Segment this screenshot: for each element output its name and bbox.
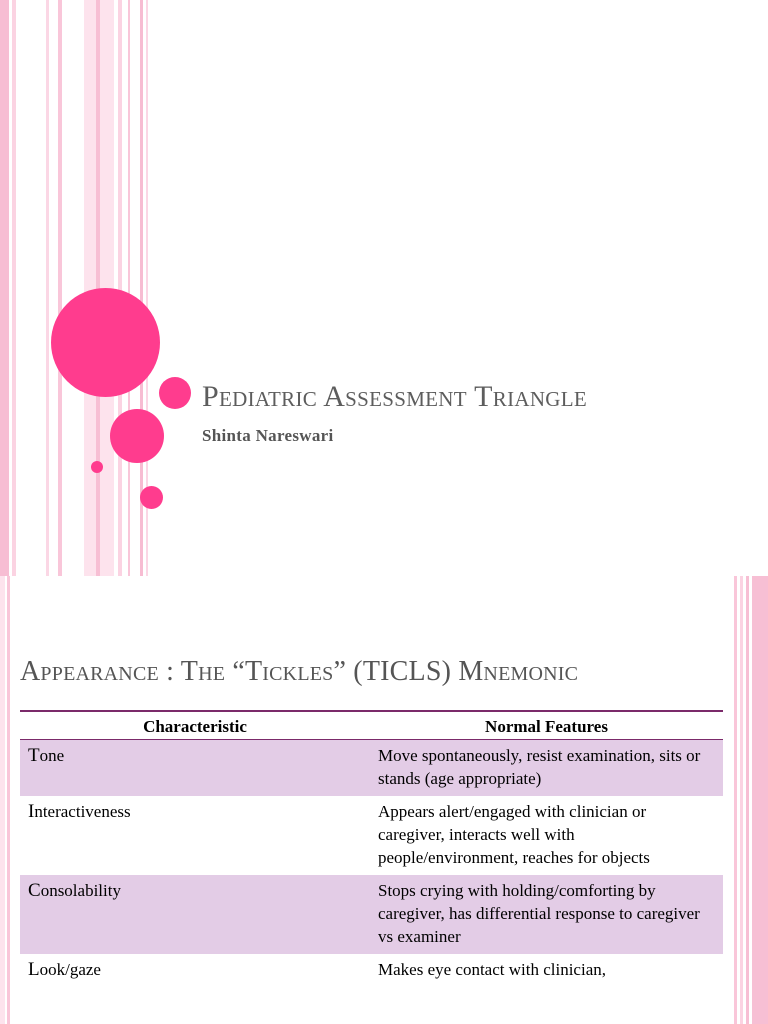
features-cell: Makes eye contact with clinician,: [370, 954, 723, 987]
decorative-stripe: [46, 0, 49, 576]
decorative-stripe: [752, 576, 768, 1024]
features-cell: Stops crying with holding/comforting by caregiver, has differential response to caregiver vs examiner: [370, 875, 723, 954]
characteristic-text: nteractiveness: [34, 802, 131, 821]
slide-title: Pediatric Assessment Triangle: [202, 380, 588, 413]
content-slide: [0, 576, 768, 1024]
characteristic-cell: [20, 954, 370, 987]
slide-subtitle: Shinta Nareswari: [202, 426, 334, 445]
table-header-row: [20, 711, 723, 740]
table-row: [20, 875, 723, 954]
decorative-stripe: [128, 0, 130, 576]
decorative-stripe: [58, 0, 62, 576]
decorative-circle: [51, 288, 160, 397]
characteristic-text: ook/gaze: [39, 960, 101, 979]
mnemonic-letter: L: [28, 959, 40, 980]
characteristic-cell: [20, 740, 370, 797]
column-header-normal-features: Normal Features: [370, 711, 723, 740]
mnemonic-letter: C: [28, 880, 41, 901]
decorative-circle: [159, 377, 191, 409]
decorative-stripe: [118, 0, 122, 576]
features-cell: Appears alert/engaged with clinician or caregiver, interacts well with people/environment, reaches for objects: [370, 796, 723, 875]
decorative-circle: [140, 486, 163, 509]
decorative-stripe: [740, 576, 743, 1024]
characteristic-text: onsolability: [40, 881, 121, 900]
characteristic-cell: [20, 875, 370, 954]
decorative-stripe: [12, 0, 16, 576]
decorative-circle: [110, 409, 164, 463]
decorative-stripe: [0, 0, 9, 576]
table-row: [20, 796, 723, 875]
table-row: [20, 954, 723, 987]
table-row: [20, 740, 723, 797]
decorative-stripe: [7, 576, 10, 1024]
characteristic-cell: [20, 796, 370, 875]
features-cell: Move spontaneously, resist examination, sits or stands (age appropriate): [370, 740, 723, 797]
ticls-table: [20, 710, 723, 987]
mnemonic-letter: T: [28, 745, 40, 766]
decorative-stripe: [0, 576, 5, 1024]
decorative-circle: [91, 461, 103, 473]
mnemonic-letter: I: [28, 801, 35, 822]
decorative-stripe: [746, 576, 749, 1024]
column-header-characteristic: Characteristic: [20, 711, 370, 740]
slide-title: Appearance : The “Tickles” (TICLS) Mnemonic: [20, 656, 579, 687]
characteristic-text: one: [39, 746, 65, 765]
decorative-stripe: [734, 576, 737, 1024]
